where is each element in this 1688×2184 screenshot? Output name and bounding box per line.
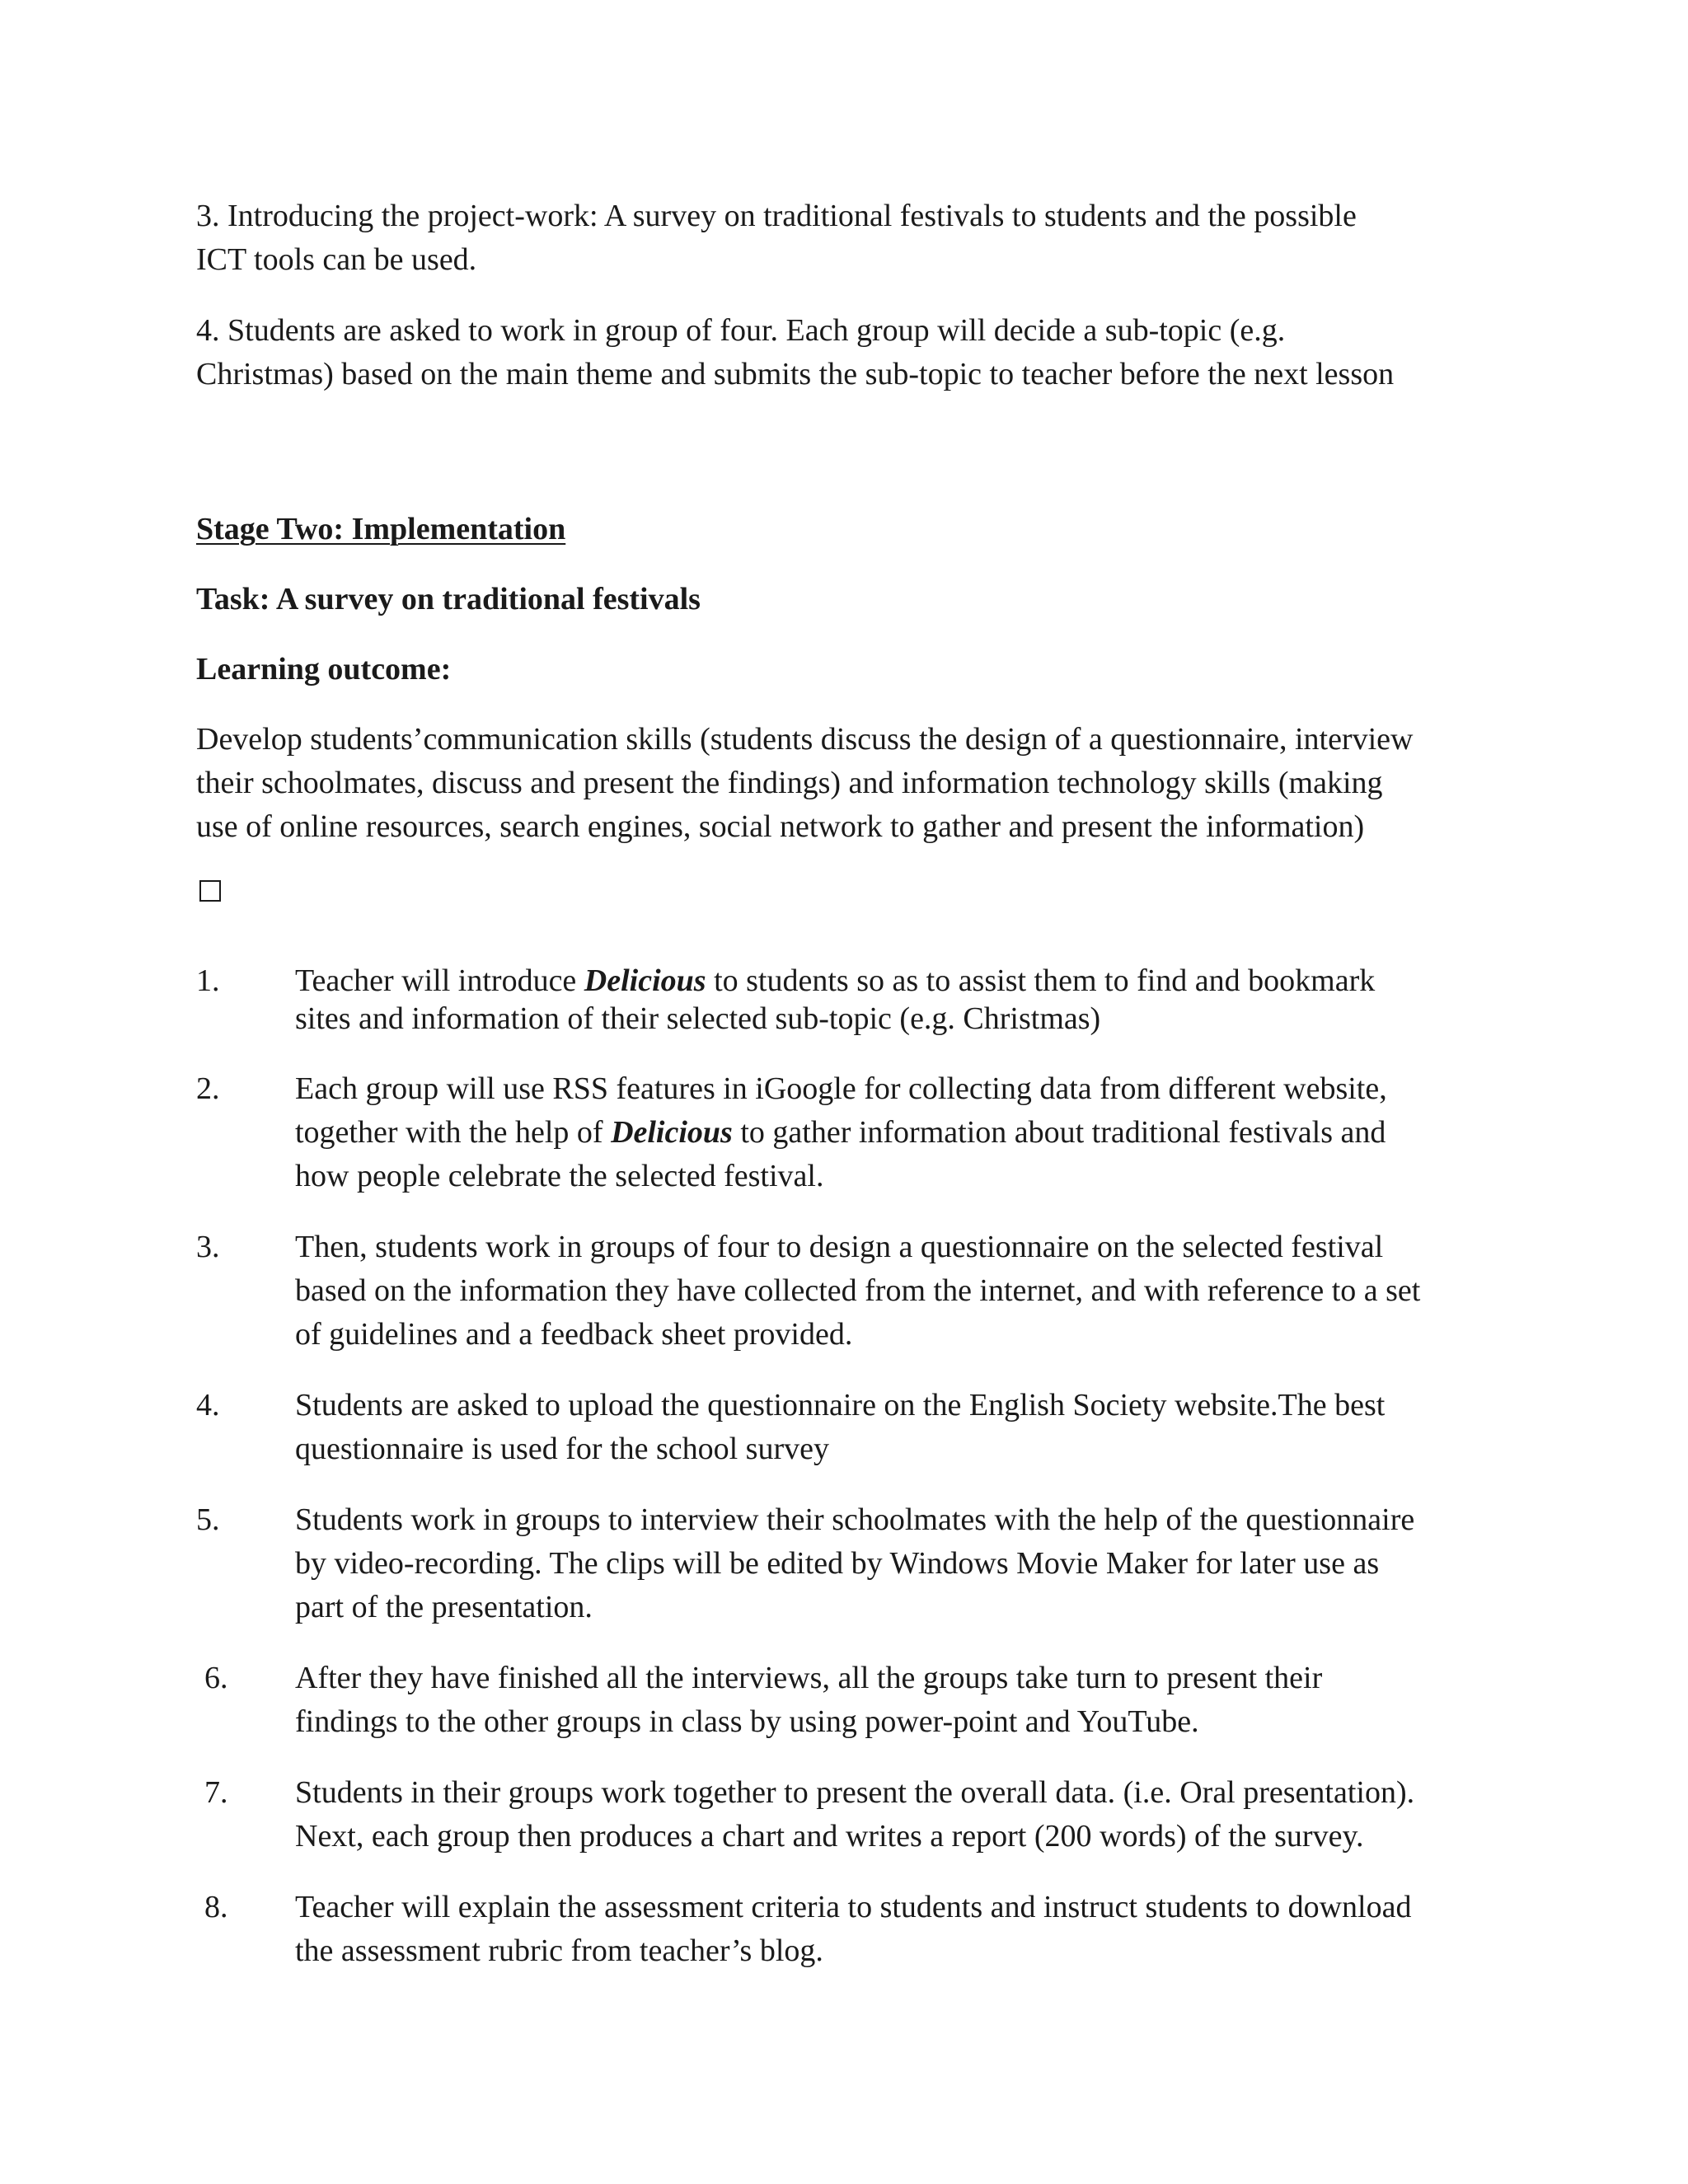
intro-item-4-line-2: Christmas) based on the main theme and submits the sub-topic to teacher before the next lesson (196, 357, 1395, 391)
delicious-emphasis: Delicious (611, 1115, 733, 1150)
step-5-line-2: by video-recording. The clips will be edited by Windows Movie Maker for later use as (295, 1546, 1380, 1581)
step-item-4 (196, 1384, 1482, 1471)
step-6-line-2: findings to the other groups in class by using power-point and YouTube. (295, 1704, 1199, 1739)
empty-checkbox-icon (199, 880, 221, 902)
learning-outcome-line-1: Develop students’communication skills (students discuss the design of a questionnaire, interview (196, 722, 1414, 757)
step-2-text-a: together with the help of (295, 1115, 612, 1150)
step-5-line-3: part of the presentation. (295, 1590, 593, 1624)
document-page (196, 194, 1482, 1973)
step-number: 3. (196, 1230, 220, 1264)
step-1-text-c: to students so as to assist them to find and bookmark (706, 963, 1376, 998)
step-7-line-1: Students in their groups work together to present the overall data. (i.e. Oral presentation). (295, 1775, 1415, 1810)
step-3-line-1: Then, students work in groups of four to design a questionnaire on the selected festival (295, 1230, 1384, 1264)
step-item-5 (196, 1498, 1482, 1629)
intro-item-4-line-1: 4. Students are asked to work in group of four. Each group will decide a sub-topic (e.g. (196, 313, 1286, 348)
step-number: 7. (204, 1775, 228, 1810)
steps-list (196, 959, 1482, 1973)
step-number: 4. (196, 1388, 220, 1422)
intro-item-3-line-2: ICT tools can be used. (196, 242, 477, 277)
step-1-line-2: sites and information of their selected sub-topic (e.g. Christmas) (295, 1001, 1101, 1036)
step-4-line-1: Students are asked to upload the questionnaire on the English Society website.The best (295, 1388, 1386, 1422)
step-5-line-1: Students work in groups to interview their schoolmates with the help of the questionnaire (295, 1502, 1415, 1537)
step-item-1 (196, 959, 1482, 1041)
stage-title: Stage Two: Implementation (196, 512, 566, 546)
step-item-2 (196, 1067, 1482, 1198)
task-heading: Task: A survey on traditional festivals (196, 582, 701, 616)
step-2-line-2 (295, 1111, 1482, 1155)
intro-item-3 (196, 194, 1482, 282)
learning-outcome-text (196, 718, 1482, 849)
learning-outcome-line-2: their schoolmates, discuss and present the findings) and information technology skills (making (196, 766, 1383, 800)
step-number: 1. (196, 963, 220, 998)
step-2-line-1: Each group will use RSS features in iGoogle for collecting data from different website, (295, 1071, 1387, 1106)
intro-item-4 (196, 309, 1482, 396)
step-4-line-2: questionnaire is used for the school survey (295, 1432, 829, 1466)
step-number: 2. (196, 1071, 220, 1106)
step-3-line-3: of guidelines and a feedback sheet provided. (295, 1317, 853, 1352)
step-1-text-a: Teacher will introduce (295, 963, 584, 998)
step-3-line-2: based on the information they have collected from the internet, and with reference to a set (295, 1273, 1421, 1308)
intro-item-3-line-1: 3. Introducing the project-work: A survey on traditional festivals to students and the possible (196, 199, 1357, 233)
step-7-line-2: Next, each group then produces a chart and writes a report (200 words) of the survey. (295, 1819, 1364, 1854)
step-item-6 (196, 1657, 1482, 1744)
delicious-emphasis: Delicious (584, 963, 706, 998)
learning-outcome-label: Learning outcome: (196, 652, 452, 687)
step-number: 6. (204, 1661, 228, 1695)
step-item-8 (196, 1886, 1482, 1973)
step-2-text-c: to gather information about traditional festivals and (732, 1115, 1386, 1150)
step-6-line-1: After they have finished all the interviews, all the groups take turn to present their (295, 1661, 1323, 1695)
step-8-line-2: the assessment rubric from teacher’s blog. (295, 1933, 823, 1968)
step-number: 5. (196, 1502, 220, 1537)
step-number: 8. (204, 1890, 228, 1924)
step-2-line-3: how people celebrate the selected festival. (295, 1159, 824, 1193)
step-item-7 (196, 1771, 1482, 1858)
learning-outcome-line-3: use of online resources, search engines, social network to gather and present the information) (196, 809, 1365, 844)
step-item-3 (196, 1226, 1482, 1357)
step-8-line-1: Teacher will explain the assessment criteria to students and instruct students to download (295, 1890, 1412, 1924)
